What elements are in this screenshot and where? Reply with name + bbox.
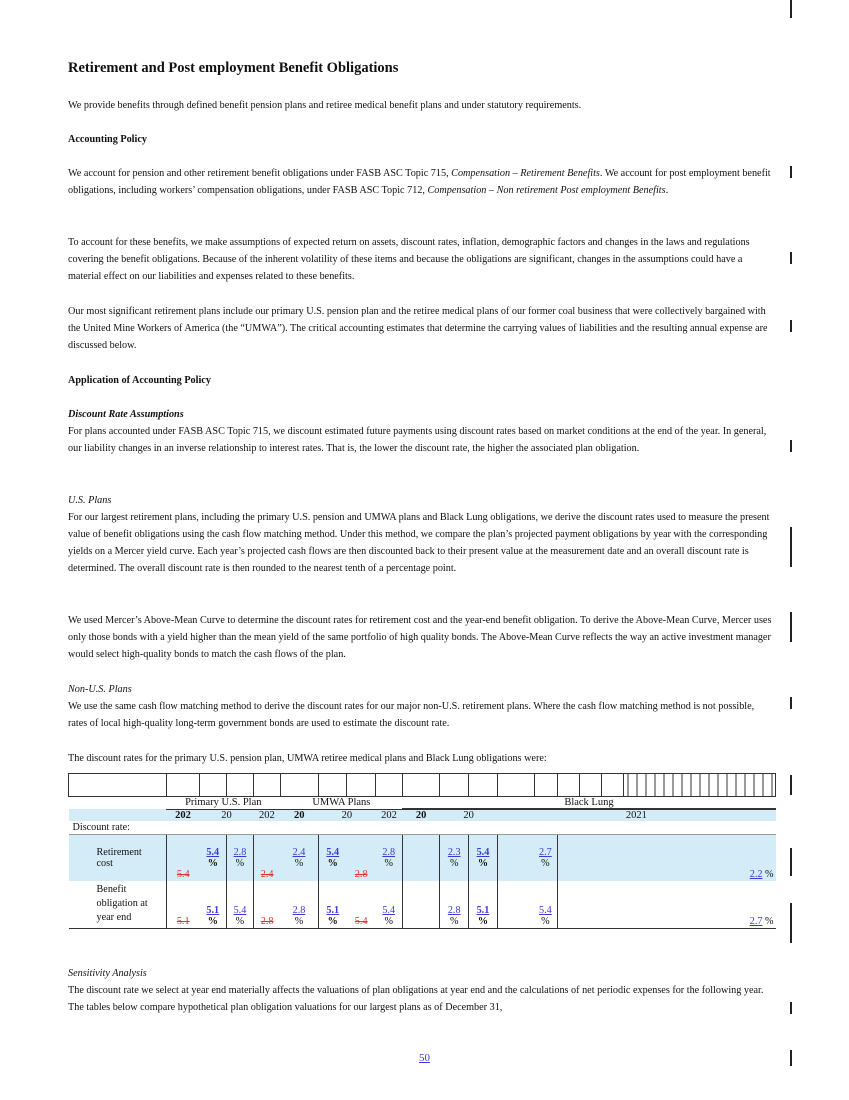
page-number[interactable]: 50 [419,1052,430,1064]
group-black-lung: Black Lung [402,797,775,810]
change-bar [790,320,792,332]
discount-rate-paragraph: For plans accounted under FASB ASC Topic 715, we discount estimated future payments using discount rates based on market conditions at the end of the year. In general, our liability changes in an inverse relationship to interest rates. That is, the lower the discount rate, the higher the associated plan obligation. [68,426,767,454]
mercer-paragraph: We used Mercer’s Above-Mean Curve to determine the discount rates for retirement cost and the year-end benefit obligation. To derive the Above-Mean Curve, Mercer uses only those bonds with a yield higher than the mean yield of the same portfolio of high quality bonds. The Above-Mean Curve reflects the way an active investment manager would select high-quality bonds to match the cash flows of the plan. [68,615,772,660]
table-row-label [69,821,776,835]
table-group-header [69,797,776,810]
intro-paragraph: We provide benefits through defined benefit pension plans and retiree medical benefit plans and under statutory requirements. [68,100,582,111]
change-bar [790,903,792,943]
table-top-grid [69,774,776,797]
change-bar [790,440,792,452]
discount-rate-heading: Discount Rate Assumptions [68,409,184,420]
discount-rate-label: Discount rate: [69,821,776,835]
accounting-policy-paragraph-3: Our most significant retirement plans include our primary U.S. pension plan and the retiree medical plans of our former coal business that were collectively bargained with the United Mine Workers of America (the “UMWA”). The critical accounting estimates that determine the carrying values of liabilities and the resulting annual expense are discussed below. [68,306,768,351]
application-heading: Application of Accounting Policy [68,375,211,386]
accounting-policy-paragraph-2: To account for these benefits, we make assumptions of expected return on assets, discount rates, inflation, demographic factors and changes in the laws and regulations covering the benefit obligations. Because of the inherent volatility of these items and because the obligations are significant, changes in the assumptions could have a material effect on our liabilities and expenses related to these benefits. [68,237,750,282]
table-row: Benefit obligation at year end 5.1 5.1 % 5.4 % 2.8 2.8 % 5.1 % 5.4 5.4 % 2.8 % 5.1 % 5.4 % 2.7 % [69,881,776,929]
non-us-plans-heading: Non-U.S. Plans [68,684,132,695]
table-row: Retirement cost 5.4 5.4 % 2.8 % 2.4 2.4 % 5.4 % 2.8 2.8 % 2.3 % 5.4 % 2.7 % 2.2 % [69,835,776,881]
us-plans-paragraph: For our largest retirement plans, including the primary U.S. pension and UMWA plans and Black Lung obligations, we derive the discount rates used to measure the present value of benefit obligations using the cash flow matching method. Under this method, we compare the plan’s projected payment obligations by year with the corresponding yields on a Mercer yield curve. Each year’s projected cash flows are then discounted back to their present value at the measurement date and an overall discount rate is determined. The overall discount rate is then rounded to the nearest tenth of a percentage point. [68,512,770,574]
change-bar [790,527,792,567]
change-bar [790,775,792,795]
sensitivity-heading: Sensitivity Analysis [68,968,147,979]
change-bar [790,166,792,178]
accounting-policy-heading: Accounting Policy [68,134,147,145]
change-bar [790,1002,792,1014]
discount-rates-table [68,773,776,929]
table-intro: The discount rates for the primary U.S. pension plan, UMWA retiree medical plans and Black Lung obligations were: [68,753,547,764]
group-primary-us: Primary U.S. Plan [166,797,280,810]
change-bar [790,612,792,642]
table-year-header: 202 20 202 20 20 202 20 20 2021 [69,809,776,821]
change-bar [790,252,792,264]
change-bar [790,848,792,876]
group-umwa: UMWA Plans [280,797,402,810]
non-us-plans-paragraph: We use the same cash flow matching method to derive the discount rates for our major non-U.S. retirement plans. Where the cash flow matching method is not possible, rates of local high-quality long-term government bonds are used to estimate the discount rate. [68,701,755,729]
us-plans-heading: U.S. Plans [68,495,112,506]
accounting-policy-paragraph-1: We account for pension and other retirement benefit obligations under FASB ASC Topic 715, Compensation – Retirement Benefits. We account for post employment benefit obligations, including workers’ compensation obligations, under FASB ASC Topic 712, Compensation – Non retirement Post employment Benefits. [68,168,771,196]
change-bar [790,697,792,709]
page-title: Retirement and Post employment Benefit Obligations [68,60,399,76]
change-bar [790,0,792,18]
sensitivity-paragraph: The discount rate we select at year end materially affects the valuations of plan obligations at year end and the calculations of net periodic expenses for the following year. The tables below compare hypothetical plan obligation valuations for our largest plans as of December 31, [68,985,764,1013]
